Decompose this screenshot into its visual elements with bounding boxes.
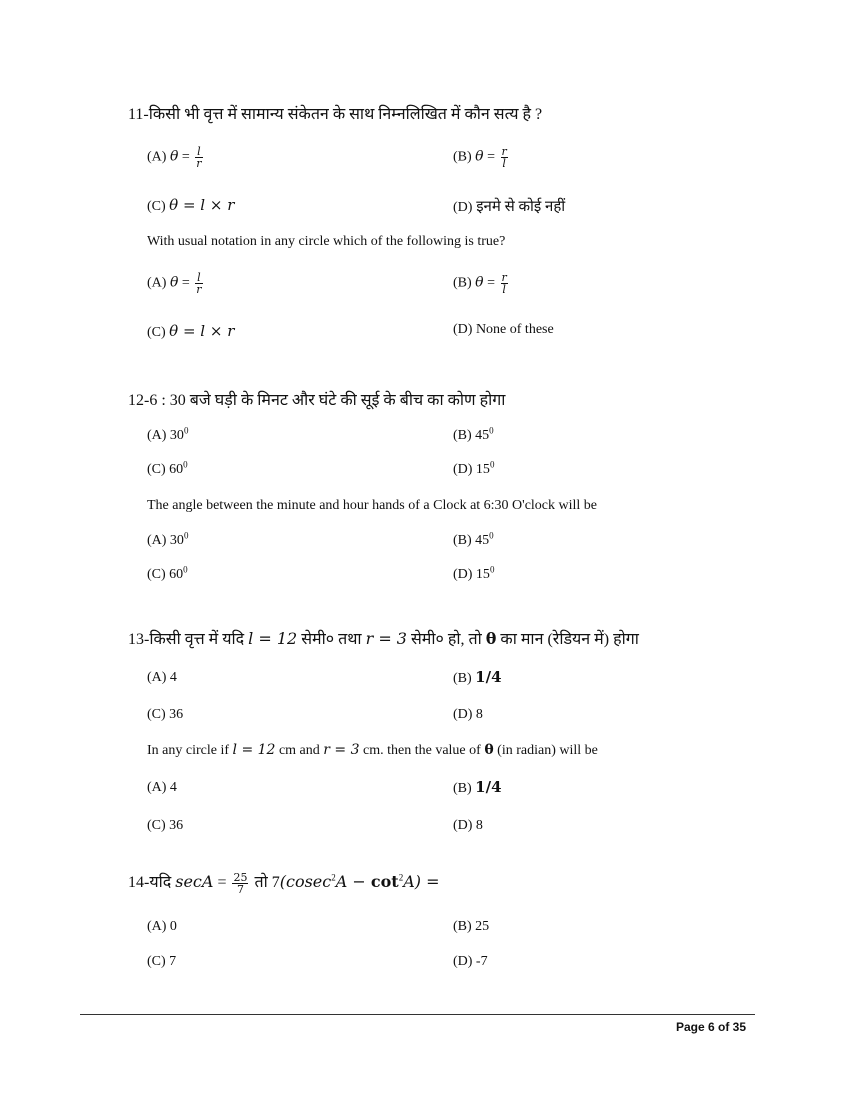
q13-title: 13-किसी वृत्त में यदि l = 12 सेमी० तथा r = 3 सेमी० हो, तो θ का मान (रेडियन में) होगा: [128, 629, 639, 648]
equals-sign: =: [483, 149, 499, 165]
q14-title: 14-यदि secA = $\frac{25}{7}$ तो $7(cosec^2A - \cot^2A)$ =: [128, 870, 440, 896]
option-label: (A): [147, 149, 167, 165]
theta-symbol: θ: [475, 274, 484, 291]
theta-symbol: θ: [169, 148, 179, 165]
q13-en-option-d: (D) 8: [453, 818, 483, 833]
q11-title: 11-किसी भी वृत्त में सामान्य संकेतन के साथ निम्नलिखित में कौन सत्य है ?: [128, 106, 543, 123]
option-label: (C): [147, 325, 166, 340]
fraction-25-over-7: $\frac{25}{7}$: [233, 870, 248, 896]
q11-english: With usual notation in any circle which of the following is true?: [147, 234, 506, 249]
q12-option-a: (A) $30^0$: [147, 425, 189, 443]
q13-en-option-b: (B) 1/4: [453, 778, 502, 796]
r-equation: r = 3: [365, 629, 407, 648]
theta-symbol: θ: [485, 629, 497, 648]
option-label: (D): [453, 200, 473, 215]
fraction-r-over-l: $\frac{r}{l}$: [501, 145, 507, 170]
q13-english: In any circle if l = 12 cm and r = 3 cm. then the value of θ (in radian) will be: [147, 742, 598, 758]
q11-option-a: [147, 146, 205, 169]
q13-en-option-a: (A) 4: [147, 780, 177, 795]
q13-option-a: (A) 4: [147, 670, 177, 685]
fraction-r-over-l: $\frac{r}{l}$: [501, 271, 507, 296]
q14-option-d: (D) -7: [453, 954, 488, 969]
q12-en-option-b: (B) $45^0$: [453, 530, 494, 548]
q13-option-d: (D) 8: [453, 707, 483, 722]
option-label: (D): [453, 322, 473, 337]
q11-option-b: [453, 146, 510, 169]
theta-symbol: θ: [169, 274, 179, 291]
option-label: (C): [147, 199, 166, 214]
theta-symbol: θ: [475, 148, 484, 165]
q12-en-option-c: (C) $60^0$: [147, 564, 188, 582]
q11-en-option-a: [147, 272, 205, 295]
q13-en-option-c: (C) 36: [147, 818, 184, 833]
l-equation: l = 12: [248, 629, 298, 648]
q14-option-b: (B) 25: [453, 919, 490, 934]
sec-a: secA: [175, 872, 214, 891]
q14-option-c: (C) 7: [147, 954, 177, 969]
q12-option-d: (D) $15^0$: [453, 459, 495, 477]
q12-en-option-a: (A) $30^0$: [147, 530, 189, 548]
equals-sign: =: [483, 275, 499, 291]
option-text: None of these: [475, 322, 554, 337]
equals-sign: =: [178, 275, 194, 291]
option-text: इनमे से कोई नहीं: [476, 199, 566, 215]
option-expression: θ = l × r: [169, 196, 235, 214]
option-expression: θ = l × r: [169, 322, 235, 340]
q13-option-c: (C) 36: [147, 707, 184, 722]
q12-option-c: (C) $60^0$: [147, 459, 188, 477]
option-label: (A): [147, 275, 167, 291]
equals-sign: =: [178, 149, 194, 165]
q12-title: 12-6 : 30 बजे घड़ी के मिनट और घंटे की सूई के बीच का कोण होगा: [128, 392, 506, 409]
footer-divider: [80, 1014, 755, 1015]
q11-en-option-c: [147, 322, 234, 341]
page-number: Page 6 of 35: [675, 1020, 746, 1034]
q11-en-option-d: [453, 322, 554, 338]
q11-en-option-b: [453, 272, 510, 295]
option-label: (B): [453, 149, 472, 165]
q14-option-a: (A) 0: [147, 919, 177, 934]
q13-option-b: (B) 1/4: [453, 668, 502, 686]
option-label: (B): [453, 275, 472, 291]
fraction-l-over-r: $\frac{l}{r}$: [196, 271, 202, 296]
q12-en-option-d: (D) $15^0$: [453, 564, 495, 582]
fraction-l-over-r: $\frac{l}{r}$: [196, 145, 202, 170]
q12-option-b: (B) $45^0$: [453, 425, 494, 443]
q11-option-d: [453, 196, 565, 216]
q11-option-c: [147, 196, 234, 215]
q12-english: The angle between the minute and hour hands of a Clock at 6:30 O'clock will be: [147, 498, 598, 513]
